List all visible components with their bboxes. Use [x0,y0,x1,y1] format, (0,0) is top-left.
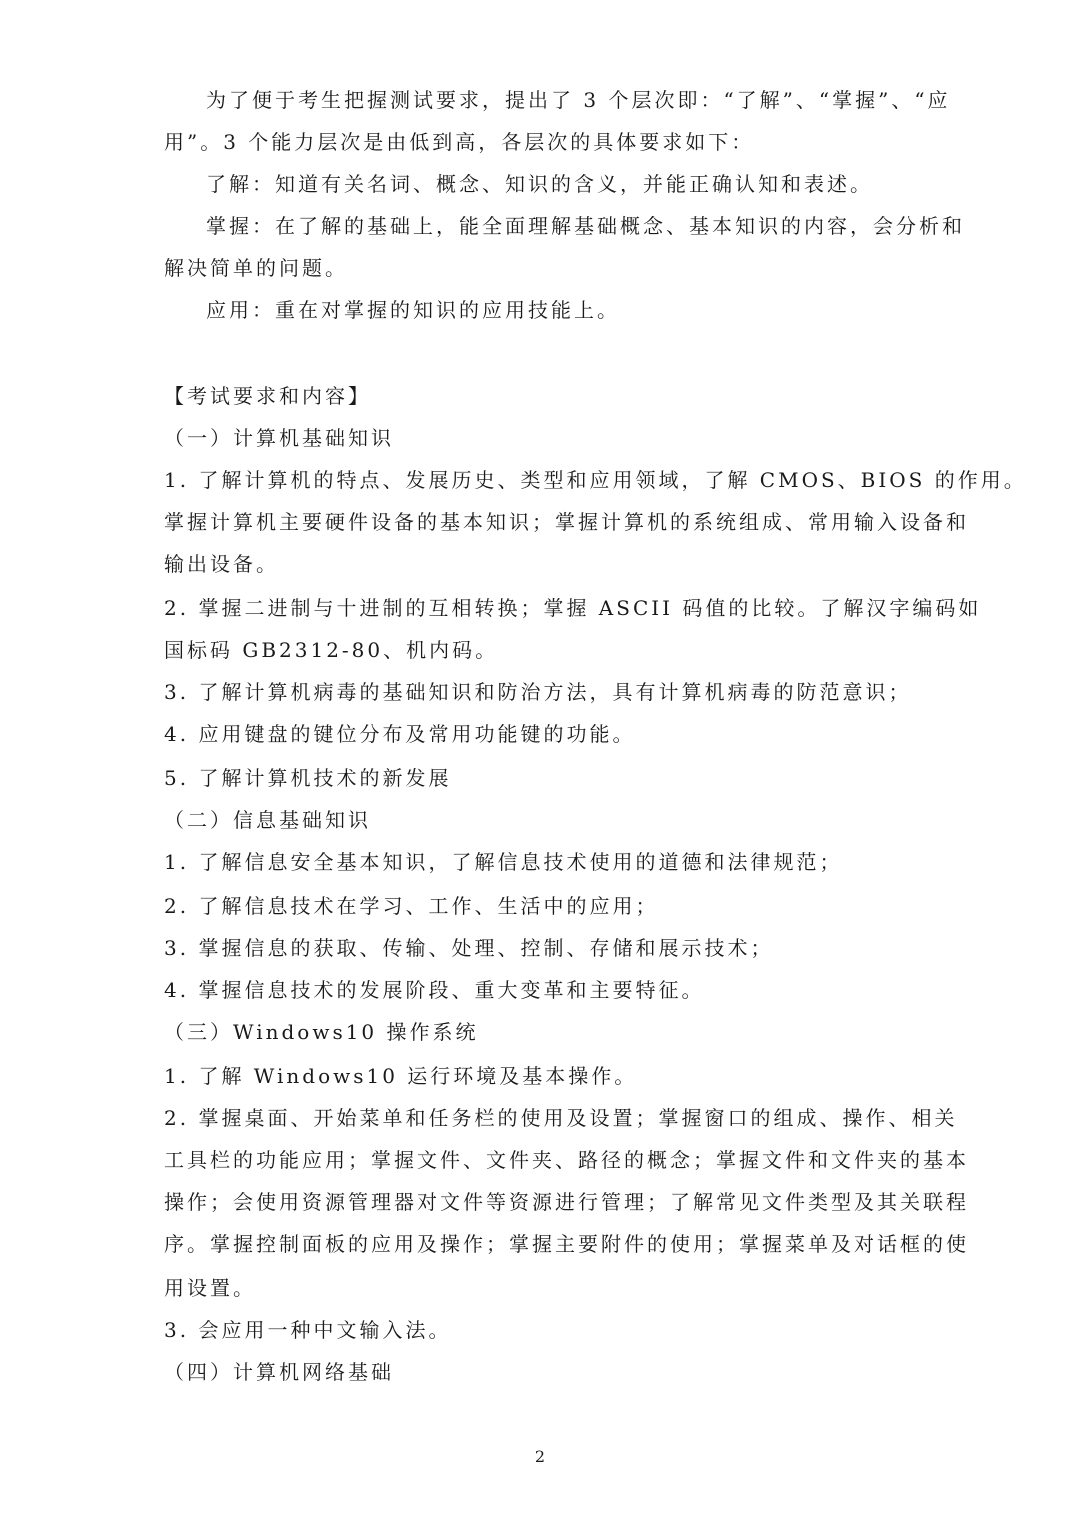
part1-item4: 4. 应用键盘的键位分布及常用功能键的功能。 [164,722,636,746]
level-understand: 了解：知道有关名词、概念、知识的含义，并能正确认知和表述。 [206,172,873,196]
part3-item2-line-5: 用设置。 [164,1276,256,1300]
section-heading: 【考试要求和内容】 [164,384,371,408]
part2-title: （二）信息基础知识 [164,808,371,832]
part1-item1-line-2: 掌握计算机主要硬件设备的基本知识；掌握计算机的系统组成、常用输入设备和 [164,510,969,534]
part1-item2-line-2: 国标码 GB2312-80、机内码。 [164,638,499,662]
level-master-line-1: 掌握：在了解的基础上，能全面理解基础概念、基本知识的内容，会分析和 [206,214,965,238]
level-master-line-2: 解决简单的问题。 [164,256,348,280]
intro-line-2: 用”。3 个能力层次是由低到高，各层次的具体要求如下： [164,130,755,154]
part3-item2-line-3: 操作；会使用资源管理器对文件等资源进行管理；了解常见文件类型及其关联程 [164,1190,969,1214]
part1-item5: 5. 了解计算机技术的新发展 [164,766,452,790]
part2-item4: 4. 掌握信息技术的发展阶段、重大变革和主要特征。 [164,978,705,1002]
level-apply: 应用：重在对掌握的知识的应用技能上。 [206,298,620,322]
part3-item3: 3. 会应用一种中文输入法。 [164,1318,452,1342]
part2-item1: 1. 了解信息安全基本知识，了解信息技术使用的道德和法律规范； [164,850,843,874]
part1-item1-line-1: 1. 了解计算机的特点、发展历史、类型和应用领域，了解 CMOS、BIOS 的作用。 [164,468,1027,492]
part3-item1: 1. 了解 Windows10 运行环境及基本操作。 [164,1064,638,1088]
part3-item2-line-1: 2. 掌握桌面、开始菜单和任务栏的使用及设置；掌握窗口的组成、操作、相关 [164,1106,958,1130]
part3-item2-line-2: 工具栏的功能应用；掌握文件、文件夹、路径的概念；掌握文件和文件夹的基本 [164,1148,969,1172]
part4-title: （四）计算机网络基础 [164,1360,394,1384]
part2-item2: 2. 了解信息技术在学习、工作、生活中的应用； [164,894,659,918]
part1-title: （一）计算机基础知识 [164,426,394,450]
part3-title: （三）Windows10 操作系统 [164,1020,479,1044]
part2-item3: 3. 掌握信息的获取、传输、处理、控制、存储和展示技术； [164,936,774,960]
part1-item2-line-1: 2. 掌握二进制与十进制的互相转换；掌握 ASCII 码值的比较。了解汉字编码如 [164,596,982,620]
part1-item1-line-3: 输出设备。 [164,552,279,576]
part3-item2-line-4: 序。掌握控制面板的应用及操作；掌握主要附件的使用；掌握菜单及对话框的使 [164,1232,969,1256]
part1-item3: 3. 了解计算机病毒的基础知识和防治方法，具有计算机病毒的防范意识； [164,680,912,704]
intro-line-1: 为了便于考生把握测试要求，提出了 3 个层次即：“了解”、“掌握”、“应 [206,88,951,112]
page-number: 2 [534,1447,546,1466]
